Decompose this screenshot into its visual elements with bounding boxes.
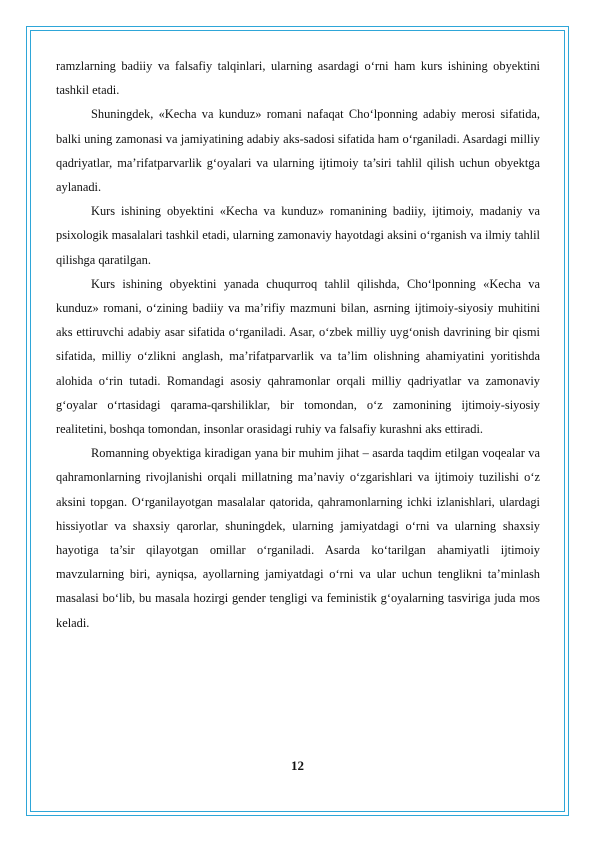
page-number: 12	[291, 758, 304, 773]
paragraph-2: Shuningdek, «Kecha va kunduz» romani nafaqat Cho‘lponning adabiy merosi sifatida, balki uning zamonasi va jamiyatining adabiy aks-sadosi sifatida ham o‘rganiladi. Asardagi milliy qadriyatlar, ma’rifatparvarlik g‘oyalari va ularning ijtimoiy ta’siri tahlil qilish uchun obyektga aylanadi.	[56, 107, 540, 195]
paragraph-4: Kurs ishining obyektini yanada chuqurroq tahlil qilishda, Cho‘lponning «Kecha va kunduz» romani, o‘zining badiiy va ma’rifiy mazmuni bilan, asrning ijtimoiy-siyosiy muhitini aks ettiruvchi adabiy asar sifatida o‘rganiladi. Asar, o‘zbek milliy uyg‘onish davrining bir qismi sifatida, milliy o‘zlikni anglash, ma’rifatparvarlik va ta’lim olishning ahamiyatini yoritishda alohida o‘rin tutadi. Romandagi asosiy qahramonlar orqali milliy qadriyatlar va zamonaviy g‘oyalar o‘rtasidagi qarama-qarshiliklar, bir tomondan, o‘z zamonining ijtimoiy-siyosiy realitetini, boshqa tomondan, insonlar orasidagi ruhiy va falsafiy kurashni aks ettiradi.	[56, 276, 540, 437]
paragraph-5: Romanning obyektiga kiradigan yana bir muhim jihat – asarda taqdim etilgan voqealar va qahramonlarning rivojlanishi orqali millatning ma’naviy o‘zgarishlari va ijtimoiy tuzilishi o‘z aksini topgan. O‘rganilayotgan masalalar qatorida, qahramonlarning ichki izlanishlari, ulardagi hissiyotlar va shaxsiy qarorlar, shuningdek, ularning jamiyatdagi o‘rni va ularning shaxsiy hayotiga ta’sir qilayotgan omillar o‘rganiladi. Asarda ko‘tarilgan ahamiyatli ijtimoiy mavzularning biri, ayniqsa, ayollarning jamiyatdagi o‘rni va ular uchun tenglikni ta’minlash masalasi bo‘lib, bu masala hozirgi gender tengligi va feministik g‘oyalarning tasviriga juda mos keladi.	[56, 446, 540, 630]
paragraph-3: Kurs ishining obyektini «Kecha va kunduz» romanining badiiy, ijtimoiy, madaniy va psixologik masalalari tashkil etadi, ularning zamonaviy hayotdagi aksini o‘rganish va ilmiy tahlil qilishga qaratilgan.	[56, 204, 540, 267]
paragraph-1: ramzlarning badiiy va falsafiy talqinlari, ularning asardagi o‘rni ham kurs ishining obyektini tashkil etadi.	[56, 59, 540, 98]
document-body	[56, 54, 540, 635]
